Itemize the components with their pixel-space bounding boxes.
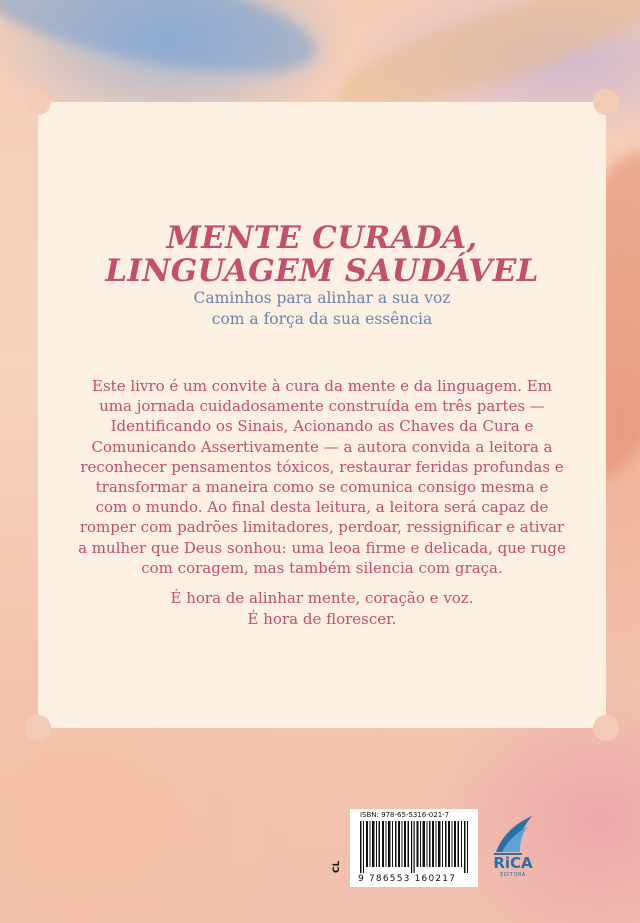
panel-corner	[25, 89, 51, 115]
barcode-bars	[360, 821, 470, 873]
watercolor-streak	[0, 0, 325, 96]
publisher-logo	[488, 812, 538, 884]
side-code: CL	[332, 860, 342, 873]
title-line-2: LINGUAGEM SAUDÁVEL	[105, 253, 539, 289]
isbn-label: ISBN: 978-65-5316-021-7	[360, 811, 450, 819]
closing-line-2: É hora de florescer.	[247, 609, 397, 628]
closing-lines	[38, 588, 606, 629]
panel-corner	[593, 715, 619, 741]
publisher-name: RiCA	[493, 854, 533, 872]
publisher-tagline: EDITORA	[500, 872, 526, 878]
text-panel	[38, 102, 606, 728]
title-line-1: MENTE CURADA,	[166, 220, 478, 256]
isbn-digits: 9 786553 160217	[358, 874, 457, 884]
panel-corner	[25, 715, 51, 741]
book-wing-icon	[488, 812, 538, 856]
closing-line-1: É hora de alinhar mente, coração e voz.	[170, 589, 474, 607]
subtitle-line-1: Caminhos para alinhar a sua voz	[193, 289, 451, 307]
synopsis-paragraph: Este livro é um convite à cura da mente e da linguagem. Em uma jornada cuidadosamente construída em três partes — Identificando os Sinais, Acionando as Chaves da Cura e Comunicando Assertivamente — a autora convida a leitora a reconhecer pensamentos tóxicos, restaurar feridas profundas e transformar a maneira como se comunica consigo mesma e com o mundo. Ao final desta leitura, a leitora será capaz de romper com padrões limitadores, perdoar, ressignificar e ativar a mulher que Deus sonhou: uma leoa firme e delicada, que ruge com coragem, mas também silencia com graça.	[78, 377, 566, 577]
isbn-barcode	[332, 809, 478, 887]
panel-corner	[593, 89, 619, 115]
subtitle-line-2: com a força da sua essência	[211, 310, 433, 328]
book-subtitle	[38, 288, 606, 330]
book-title	[38, 222, 606, 288]
